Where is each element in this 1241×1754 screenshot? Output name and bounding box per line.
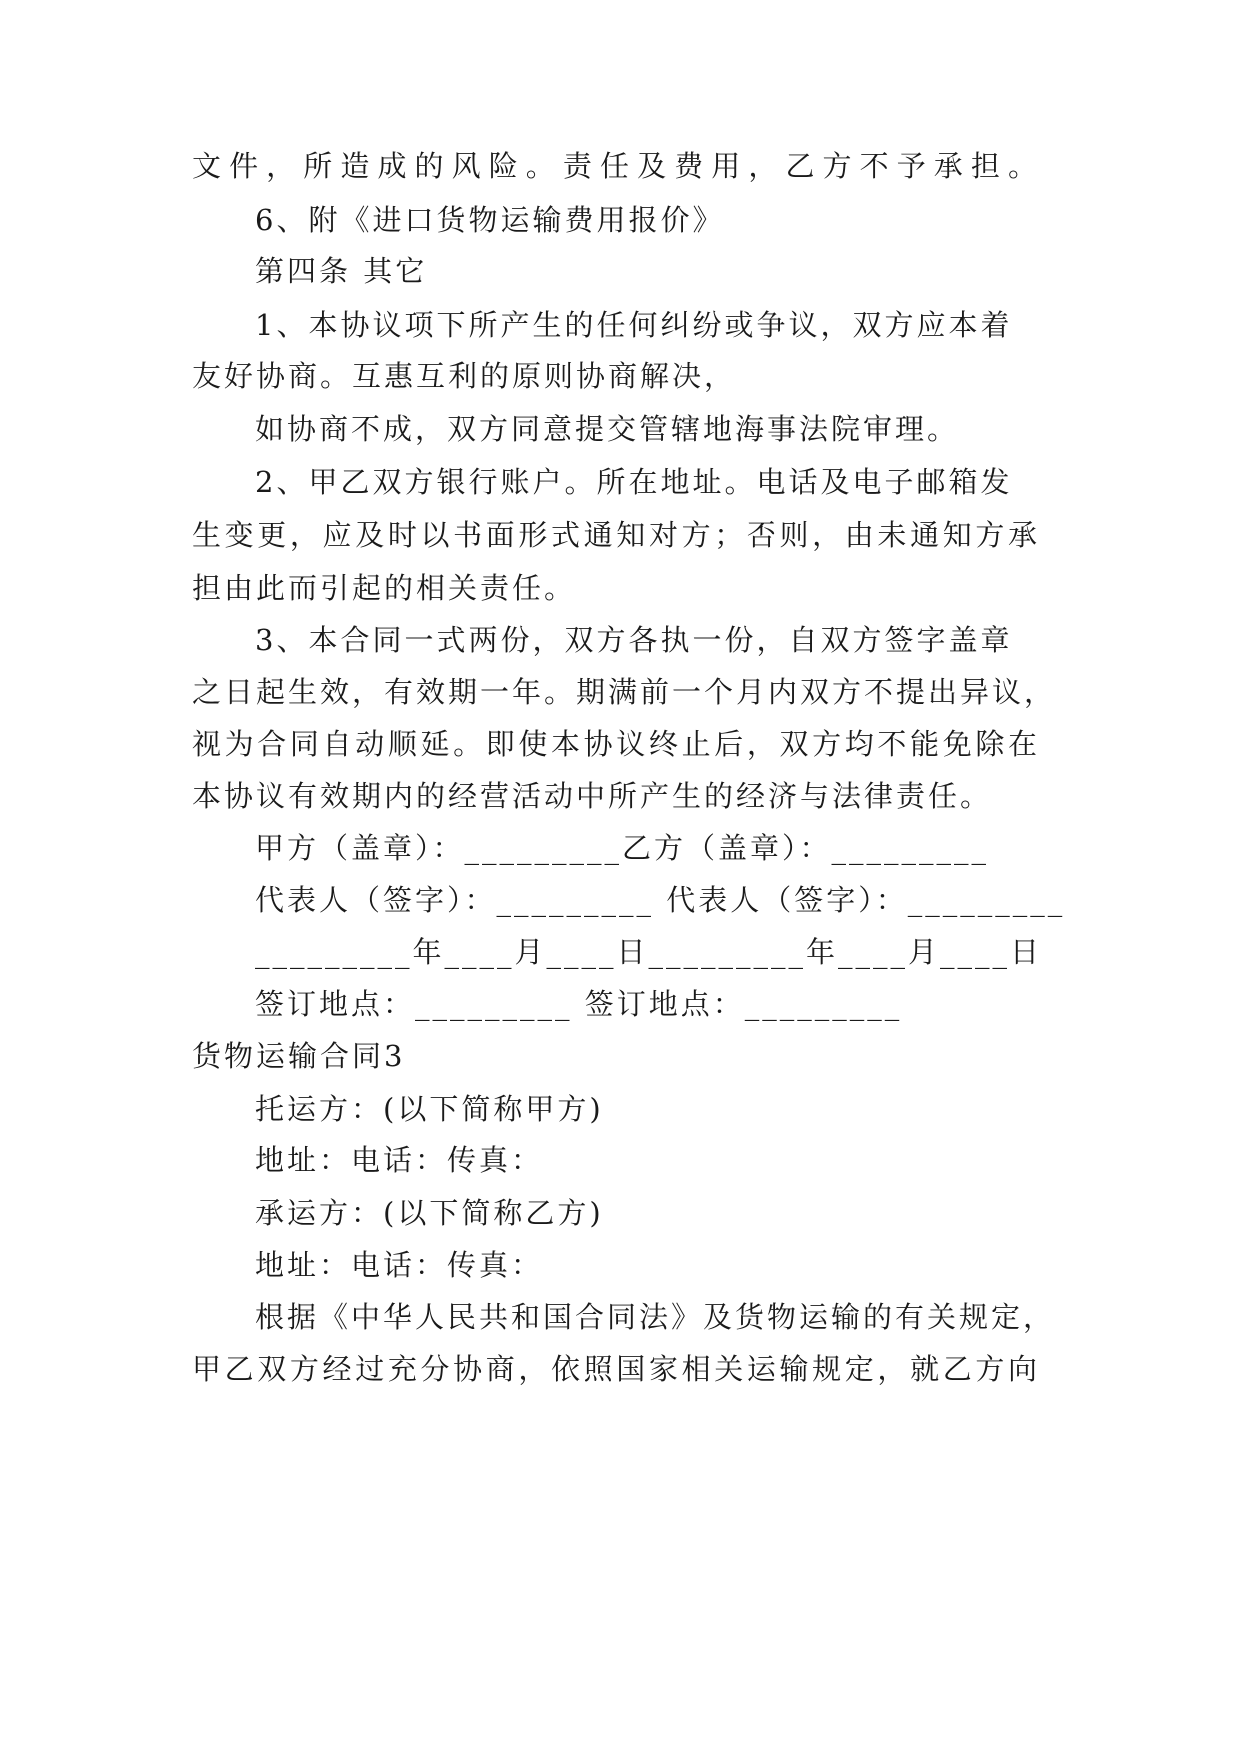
paragraph-line: 本协议有效期内的经营活动中所产生的经济与法律责任。 xyxy=(192,779,993,813)
section-heading: 第四条 其它 xyxy=(255,254,428,288)
attachment-line: 6、附《进口货物运输费用报价》 xyxy=(255,203,725,237)
paragraph-line: 文件，所造成的风险。责任及费用，乙方不予承担。 xyxy=(192,149,1040,183)
paragraph-line: 如协商不成，双方同意提交管辖地海事法院审理。 xyxy=(255,412,960,446)
date-line: _________年____月____日_________年____月____日 xyxy=(255,935,1043,969)
party-line: 托运方：(以下简称甲方) xyxy=(255,1092,604,1126)
address-line: 地址：电话：传真： xyxy=(255,1143,544,1177)
signature-line: 代表人（签字）：_________ 代表人（签字）：_________ xyxy=(255,883,1066,917)
signing-place-line: 签订地点：_________ 签订地点：_________ xyxy=(255,987,903,1021)
contract-title: 货物运输合同3 xyxy=(192,1039,406,1073)
paragraph-line: 根据《中华人民共和国合同法》及货物运输的有关规定， xyxy=(255,1300,1056,1334)
paragraph-line: 生变更，应及时以书面形式通知对方；否则，由未通知方承 xyxy=(192,518,1040,552)
paragraph-line: 甲乙双方经过充分协商，依照国家相关运输规定，就乙方向 xyxy=(192,1352,1040,1386)
paragraph-line: 之日起生效，有效期一年。期满前一个月内双方不提出异议， xyxy=(192,675,1057,709)
paragraph-line: 视为合同自动顺延。即使本协议终止后，双方均不能免除在 xyxy=(192,727,1040,761)
address-line: 地址：电话：传真： xyxy=(255,1248,544,1282)
paragraph-line: 2、甲乙双方银行账户。所在地址。电话及电子邮箱发 xyxy=(255,465,1013,499)
signature-line: 甲方（盖章）：_________乙方（盖章）：_________ xyxy=(255,831,990,865)
paragraph-line: 担由此而引起的相关责任。 xyxy=(192,571,577,605)
paragraph-line: 3、本合同一式两份，双方各执一份，自双方签字盖章 xyxy=(255,623,1013,657)
paragraph-line: 1、本协议项下所产生的任何纠纷或争议，双方应本着 xyxy=(255,308,1013,342)
paragraph-line: 友好协商。互惠互利的原则协商解决， xyxy=(192,359,737,393)
party-line: 承运方：(以下简称乙方) xyxy=(255,1196,604,1230)
